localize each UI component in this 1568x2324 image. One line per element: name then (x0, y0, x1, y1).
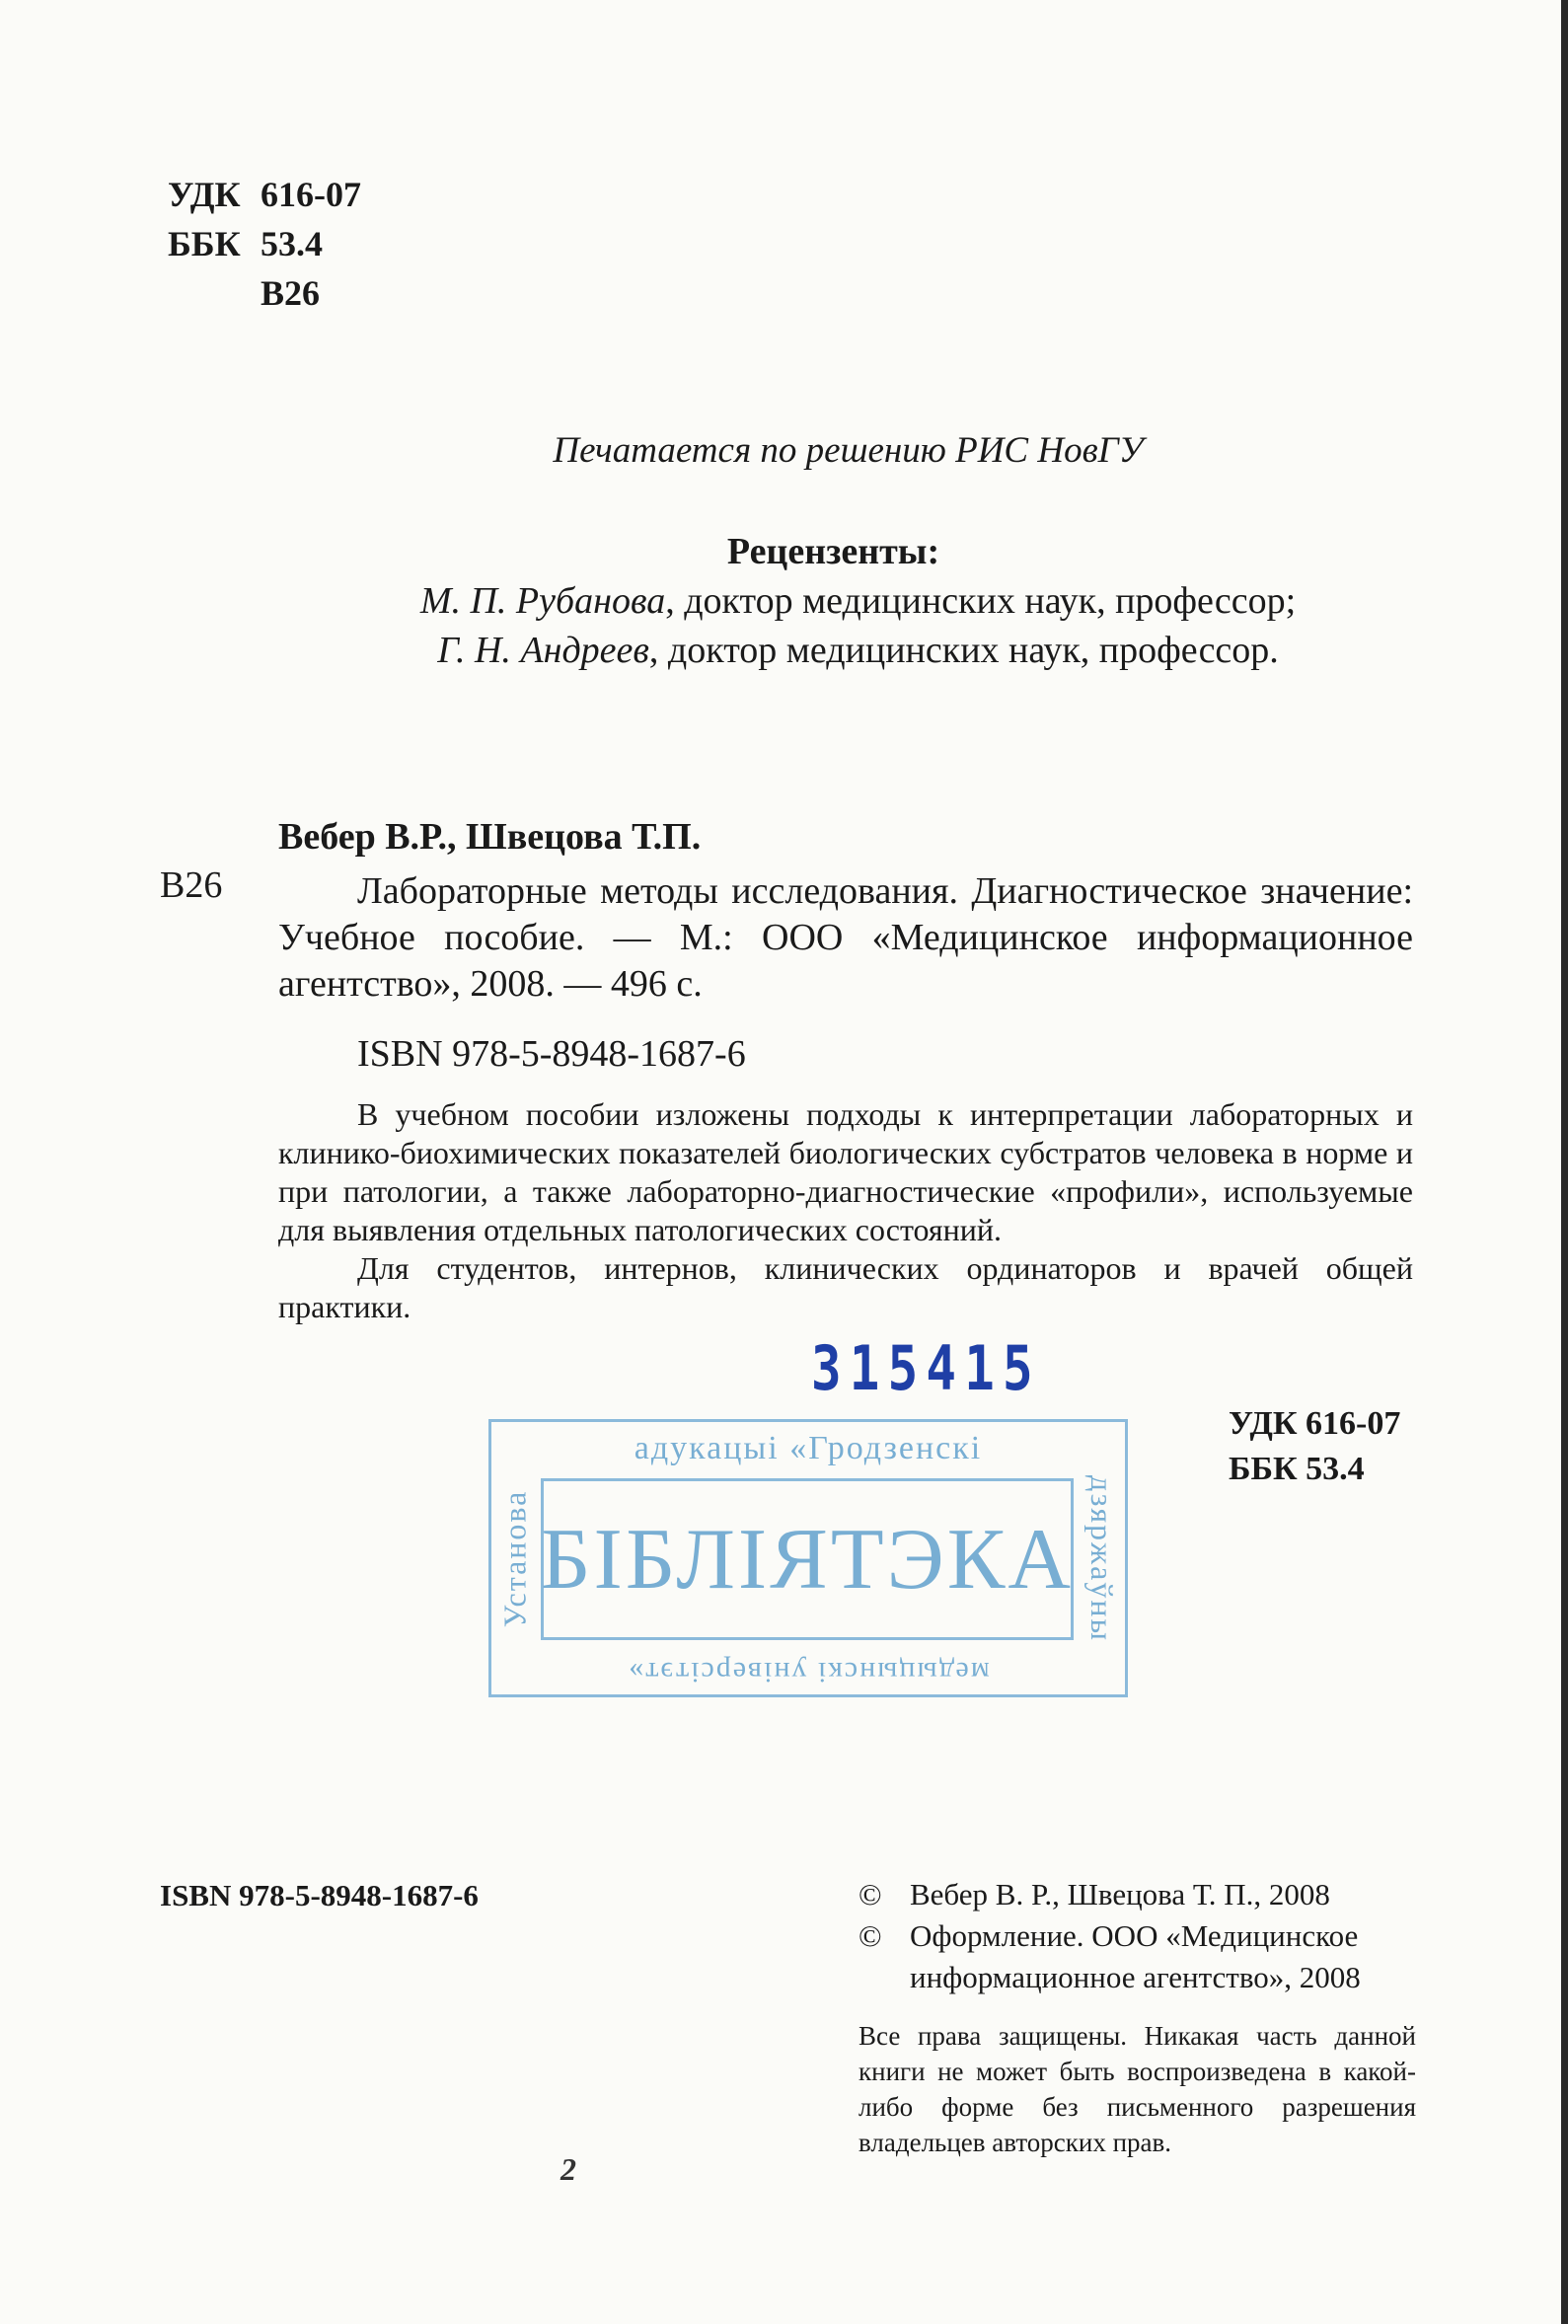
stamp-left-text: Установа (496, 1489, 533, 1627)
copyright-authors: Вебер В. Р., Швецова Т. П., 2008 (910, 1877, 1330, 1912)
copyright-line-1 (859, 1875, 1330, 1914)
reviewer-1-desc: , доктор медицинских наук, профессор; (665, 580, 1297, 622)
stamp-top-text: адукацыі «Гродзенскі (634, 1430, 983, 1466)
page-edge (1561, 0, 1568, 2324)
abstract-paragraph-2: Для студентов, интернов, клинических ординаторов и врачей общей практики. (278, 1250, 1413, 1324)
reviewer-1 (0, 579, 1568, 623)
copyright-symbol-2: © (859, 1918, 882, 1953)
classification-codes (168, 170, 361, 318)
reviewer-1-name: М. П. Рубанова (419, 580, 666, 622)
record-abstract (278, 1095, 1413, 1326)
stamp-bottom-text: медыцынскі універсітэт» (627, 1656, 990, 1688)
record-description: Лабораторные методы исследования. Диагностическое значение: Учебное пособие. — М.: ООО «Медицинское информационное агентство», 2008. — 496 с. (278, 870, 1413, 1005)
abstract-paragraph-1: В учебном пособии изложены подходы к интерпретации лабораторных и клинико-биохимических показателей биологических субстратов человека в норме и при патологии, а также лабораторно-диагностические «профили», используемые для выявления отдельных патологических состояний. (278, 1096, 1413, 1247)
reviewer-2-desc: , доктор медицинских наук, профессор. (648, 630, 1279, 671)
footer-classification (1229, 1401, 1400, 1492)
record-isbn: ISBN 978-5-8948-1687-6 (357, 1033, 746, 1075)
record-author-mark: В26 (160, 864, 223, 906)
library-stamp (488, 1419, 1128, 1697)
page-number: 2 (560, 2151, 576, 2187)
copyright-line-3 (859, 1958, 1361, 1997)
footer-isbn: ISBN 978-5-8948-1687-6 (160, 1878, 479, 1912)
udk-value: 616-07 (261, 175, 361, 214)
stamp-main-text: БІБЛІЯТЭКА (541, 1511, 1074, 1608)
copyright-symbol-1: © (859, 1877, 882, 1912)
rights-notice: Все права защищены. Никакая часть данной книги не может быть воспроизведена в какой-либо форме без письменного разрешения владельцев авторских прав. (859, 2021, 1416, 2157)
record-authors: Вебер В.Р., Швецова Т.П. (278, 816, 702, 858)
copyright-line-2 (859, 1916, 1358, 1956)
reviewer-2-name: Г. Н. Андреев (437, 630, 649, 671)
printed-by-note: Печатается по решению РИС НовГУ (553, 430, 1144, 471)
reviewers-heading: Рецензенты: (726, 531, 940, 572)
stamp-right-text: дзяржаўны (1083, 1474, 1120, 1642)
footer-udk: УДК 616-07 (1229, 1405, 1401, 1442)
footer-bbk: ББК 53.4 (1229, 1451, 1365, 1487)
inventory-number-stamp: 315415 (811, 1332, 1041, 1404)
author-mark: В26 (261, 273, 321, 313)
bbk-value: 53.4 (261, 224, 323, 263)
udk-label: УДК (168, 175, 241, 214)
copyright-design: Оформление. ООО «Медицинское (910, 1918, 1359, 1953)
reviewer-2 (0, 629, 1568, 672)
copyright-publisher: информационное агентство», 2008 (910, 1960, 1361, 1994)
bbk-label: ББК (168, 224, 241, 263)
